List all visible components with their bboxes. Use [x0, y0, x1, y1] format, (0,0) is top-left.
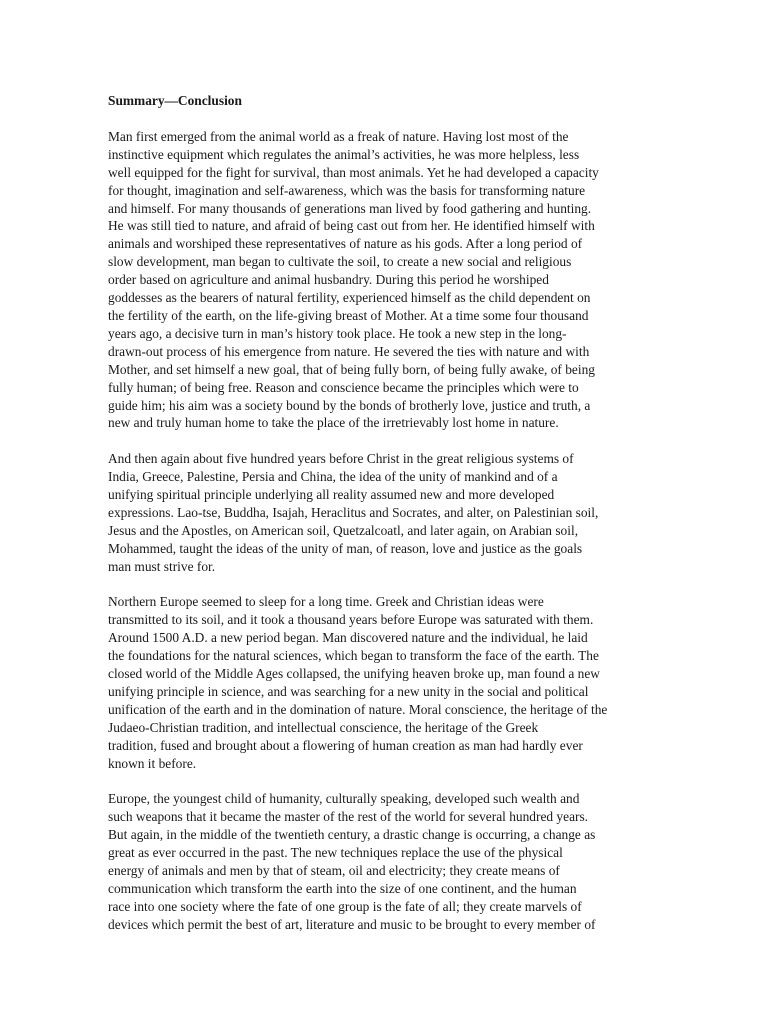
text-line: for thought, imagination and self-awareness, which was the basis for transforming nature: [108, 182, 586, 198]
text-line: the foundations for the natural sciences, which began to transform the face of the earth. The: [108, 648, 599, 664]
text-line: animals and worshiped these representatives of nature as his gods. After a long period of: [108, 236, 583, 252]
text-line: Around 1500 A.D. a new period began. Man discovered nature and the individual, he laid: [108, 630, 588, 646]
text-line: race into one society where the fate of one group is the fate of all; they create marvels of: [108, 898, 582, 914]
text-line: years ago, a decisive turn in man’s history took place. He took a new step in the long-: [108, 325, 567, 341]
paragraph: [108, 128, 664, 432]
text-line: closed world of the Middle Ages collapsed, the unifying heaven broke up, man found a new: [108, 666, 600, 682]
text-line: communication which transform the earth into the size of one continent, and the human: [108, 880, 577, 896]
text-line: Mohammed, taught the ideas of the unity of man, of reason, love and justice as the goals: [108, 540, 583, 556]
paragraph: [108, 450, 664, 575]
text-line: Europe, the youngest child of humanity, culturally speaking, developed such wealth and: [108, 791, 580, 807]
text-line: But again, in the middle of the twentieth century, a drastic change is occurring, a change as: [108, 827, 596, 843]
text-line: energy of animals and men by that of steam, oil and electricity; they create means of: [108, 863, 560, 879]
text-line: fully human; of being free. Reason and conscience became the principles which were to: [108, 379, 579, 395]
text-line: great as ever occurred in the past. The new techniques replace the use of the physical: [108, 845, 563, 861]
text-line: unifying spiritual principle underlying all reality assumed new and more developed: [108, 487, 555, 503]
text-line: Mother, and set himself a new goal, that of being fully born, of being fully awake, of being: [108, 361, 595, 377]
document-body: [108, 128, 664, 934]
text-line: tradition, fused and brought about a flowering of human creation as man had hardly ever: [108, 737, 583, 753]
text-line: order based on agriculture and animal husbandry. During this period he worshiped: [108, 272, 549, 288]
text-line: Man first emerged from the animal world as a freak of nature. Having lost most of the: [108, 128, 569, 144]
text-line: guide him; his aim was a society bound by the bonds of brotherly love, justice and truth, a: [108, 397, 591, 413]
text-line: such weapons that it became the master of the rest of the world for several hundred years.: [108, 809, 589, 825]
text-line: He was still tied to nature, and afraid of being cast out from her. He identified himself with: [108, 218, 595, 234]
text-line: unifying principle in science, and was searching for a new unity in the social and political: [108, 683, 589, 699]
paragraph: [108, 593, 664, 772]
text-line: India, Greece, Palestine, Persia and China, the idea of the unity of mankind and of a: [108, 469, 558, 485]
text-line: goddesses as the bearers of natural fertility, experienced himself as the child dependent on: [108, 290, 591, 306]
text-line: drawn-out process of his emergence from nature. He severed the ties with nature and with: [108, 343, 590, 359]
text-line: and himself. For many thousands of generations man lived by food gathering and hunting.: [108, 200, 592, 216]
document-heading: Summary—Conclusion: [108, 93, 242, 108]
text-line: transmitted to its soil, and it took a thousand years before Europe was saturated with them.: [108, 612, 594, 628]
text-line: devices which permit the best of art, literature and music to be brought to every member of: [108, 916, 596, 932]
text-line: man must strive for.: [108, 558, 216, 574]
text-line: Northern Europe seemed to sleep for a long time. Greek and Christian ideas were: [108, 594, 544, 610]
text-line: instinctive equipment which regulates the animal’s activities, he was more helpless, less: [108, 146, 580, 162]
text-line: slow development, man began to cultivate the soil, to create a new social and religious: [108, 254, 572, 270]
text-line: well equipped for the fight for survival, than most animals. Yet he had developed a capacity: [108, 164, 599, 180]
document-page: [108, 92, 664, 952]
text-line: expressions. Lao-tse, Buddha, Isajah, Heraclitus and Socrates, and alter, on Palestinian soil,: [108, 504, 599, 520]
text-line: unification of the earth and in the domination of nature. Moral conscience, the heritage of the: [108, 701, 608, 717]
paragraph: [108, 790, 664, 933]
text-line: new and truly human home to take the place of the irretrievably lost home in nature.: [108, 415, 559, 431]
text-line: Judaeo-Christian tradition, and intellectual conscience, the heritage of the Greek: [108, 719, 539, 735]
text-line: Jesus and the Apostles, on American soil, Quetzalcoatl, and later again, on Arabian soil,: [108, 522, 579, 538]
text-line: known it before.: [108, 755, 197, 771]
text-line: And then again about five hundred years before Christ in the great religious systems of: [108, 451, 574, 467]
text-line: the fertility of the earth, on the life-giving breast of Mother. At a time some four thousand: [108, 307, 589, 323]
